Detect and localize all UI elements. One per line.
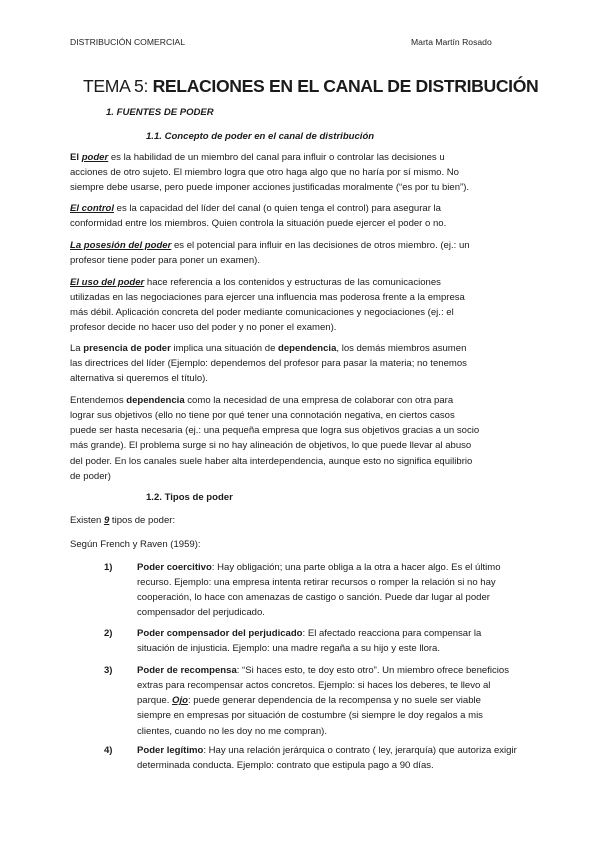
list-item-body	[137, 663, 509, 739]
title-prefix: TEMA 5:	[83, 76, 153, 96]
text-span: tipos de poder:	[109, 515, 176, 526]
text-line: recurso. Ejemplo: una empresa intenta retirar recursos o romper la relación si no hay	[137, 577, 496, 589]
text-line	[70, 201, 532, 216]
lead-text: El	[70, 152, 82, 163]
page-title	[83, 75, 543, 97]
text-span: es la capacidad del líder del canal (o quien tenga el control) para asegurar la	[114, 203, 441, 214]
text-span: : Hay obligación; una parte obliga a la otra a hacer algo. Es el último	[211, 562, 501, 573]
text-line	[70, 393, 532, 408]
text-line	[137, 560, 501, 575]
list-number: 1)	[104, 562, 113, 573]
list-item-label: Poder compensador del perjudicado	[137, 628, 303, 639]
list-number: 2)	[104, 628, 113, 639]
paragraph-existen	[70, 513, 532, 528]
text-line	[70, 513, 532, 528]
text-line: utilizadas en las negociaciones para ejercer una influencia mas poderosa frente a la empresa	[70, 292, 465, 304]
term-uso: El uso del poder	[70, 277, 145, 288]
header-course: DISTRIBUCIÓN COMERCIAL	[70, 37, 186, 47]
text-line: extras para recompensar actos concretos. Ejemplo: si haces los deberes, te llevo al	[137, 680, 491, 692]
text-line: siempre debe usarse, pero puede imponer acciones justificadas moralmente (“es por tu bien”).	[70, 182, 470, 194]
paragraph-control	[70, 201, 532, 231]
text-line: clientes, cuando no les doy no me compran).	[137, 725, 327, 737]
text-line: las directrices del líder (Ejemplo: dependemos del profesor para pasar la materia; no tenemos	[70, 358, 467, 370]
text-span: implica una situación de	[170, 343, 279, 354]
text-span: : Hay una relación jerárquica o contrato ( ley, jerarquía) que autoriza exigir	[203, 745, 517, 756]
section-heading-fuentes: 1. FUENTES DE PODER	[106, 107, 214, 118]
header-author: Marta Martín Rosado	[411, 37, 492, 47]
text-line	[70, 275, 532, 290]
text-line: siempre en empresas por situación de costumbre (si siempre le doy regalos a mis	[137, 710, 483, 722]
text-line: acciones de otro sujeto. El miembro logra que otro haga algo que no haría por sí mismo. No	[70, 167, 459, 179]
text-line: lograr sus objetivos (ello no tiene por qué tener una connotación negativa, en ciertos casos	[70, 410, 455, 422]
text-line: más débil. Aplicación concreta del poder mediante comunicaciones y negociaciones (ej.: el	[70, 307, 454, 319]
text-line: del poder. En los canales suele haber alta interdependencia, aunque esto no significa equilibrio	[70, 455, 473, 467]
list-number: 3)	[104, 665, 113, 676]
text-span: es la habilidad de un miembro del canal para influir o controlar las decisiones u	[108, 152, 445, 163]
text-line: más grande). El problema surge si no hay alineación de objetivos, lo que puede llevar al abuso	[70, 440, 472, 452]
text-line	[137, 743, 517, 758]
text-line	[70, 150, 532, 165]
list-number: 4)	[104, 745, 113, 756]
text-span: parque.	[137, 695, 173, 707]
list-item-body	[137, 743, 517, 773]
text-line	[137, 693, 509, 708]
text-line: profesor decide no hacer uso del poder y no poner el examen).	[70, 322, 337, 334]
text-line: de poder)	[70, 470, 111, 482]
subsection-heading-concepto: 1.1. Concepto de poder en el canal de distribución	[146, 131, 375, 142]
text-line: compensador del perjudicado.	[137, 607, 265, 619]
bold-term: presencia de poder	[83, 343, 171, 354]
text-span: La	[70, 343, 84, 354]
list-item-body	[137, 626, 481, 656]
term-posesion: La posesión del poder	[70, 240, 172, 251]
bold-term: dependencia	[126, 395, 185, 406]
term-control: El control	[70, 203, 115, 214]
text-span: como la necesidad de una empresa de colaborar con otra para	[184, 395, 454, 406]
bold-term: dependencia	[278, 343, 337, 354]
text-line: profesor tiene poder para poner un examen).	[70, 255, 260, 267]
term-poder: poder	[81, 152, 109, 163]
text-span: : El afectado reacciona para compensar la	[302, 628, 482, 639]
list-item-label: Poder coercitivo	[137, 562, 212, 573]
text-line: Según French y Raven (1959):	[70, 539, 201, 550]
list-item-body	[137, 560, 501, 621]
list-item-label: Poder de recompensa	[137, 665, 237, 676]
title-main: RELACIONES EN EL CANAL DE DISTRIBUCIÓN	[152, 76, 539, 96]
text-line	[137, 663, 509, 678]
paragraph-poder	[70, 150, 532, 195]
text-line	[70, 341, 532, 356]
text-span: , los demás miembros asumen	[336, 343, 467, 354]
text-span: Existen	[70, 515, 104, 526]
paragraph-segun	[70, 537, 532, 552]
subsection-heading-tipos: 1.2. Tipos de poder	[146, 492, 233, 503]
text-line	[137, 626, 481, 641]
text-span: Entendemos	[70, 395, 127, 406]
note-label: Ojo	[172, 695, 188, 707]
text-span: : puede generar dependencia de la recompensa y no suele ser viable	[187, 695, 481, 707]
count-number: 9	[103, 515, 110, 526]
text-span: hace referencia a los contenidos y estructuras de las comunicaciones	[144, 277, 441, 288]
paragraph-posesion	[70, 238, 532, 268]
text-line: puede ser hasta necesaria (ej.: una pequeña empresa que logra sus objetivos gracias a un socio	[70, 425, 480, 437]
text-line: conformidad entre los miembros. Quien controla la situación puede ejercer el poder o no.	[70, 218, 447, 230]
list-item-label: Poder legítimo	[137, 745, 204, 756]
text-line: alternativa si queremos el título).	[70, 373, 208, 385]
text-line: situación de injusticia. Ejemplo: una madre regaña a su hijo y este llora.	[137, 643, 441, 655]
text-line: cooperación, lo hace con amenazas de castigo o sanción. Puede dar lugar al poder	[137, 592, 490, 604]
paragraph-dependencia	[70, 393, 532, 484]
paragraph-uso	[70, 275, 532, 336]
text-span: : “Si haces esto, te doy esto otro”. Un miembro ofrece beneficios	[236, 665, 509, 676]
paragraph-presencia	[70, 341, 532, 386]
text-line: determinada conducta. Ejemplo: contrato que estipula pago a 90 días.	[137, 760, 434, 772]
text-span: es el potencial para influir en las decisiones de otros miembro. (ej.: un	[171, 240, 470, 251]
text-line	[70, 238, 532, 253]
